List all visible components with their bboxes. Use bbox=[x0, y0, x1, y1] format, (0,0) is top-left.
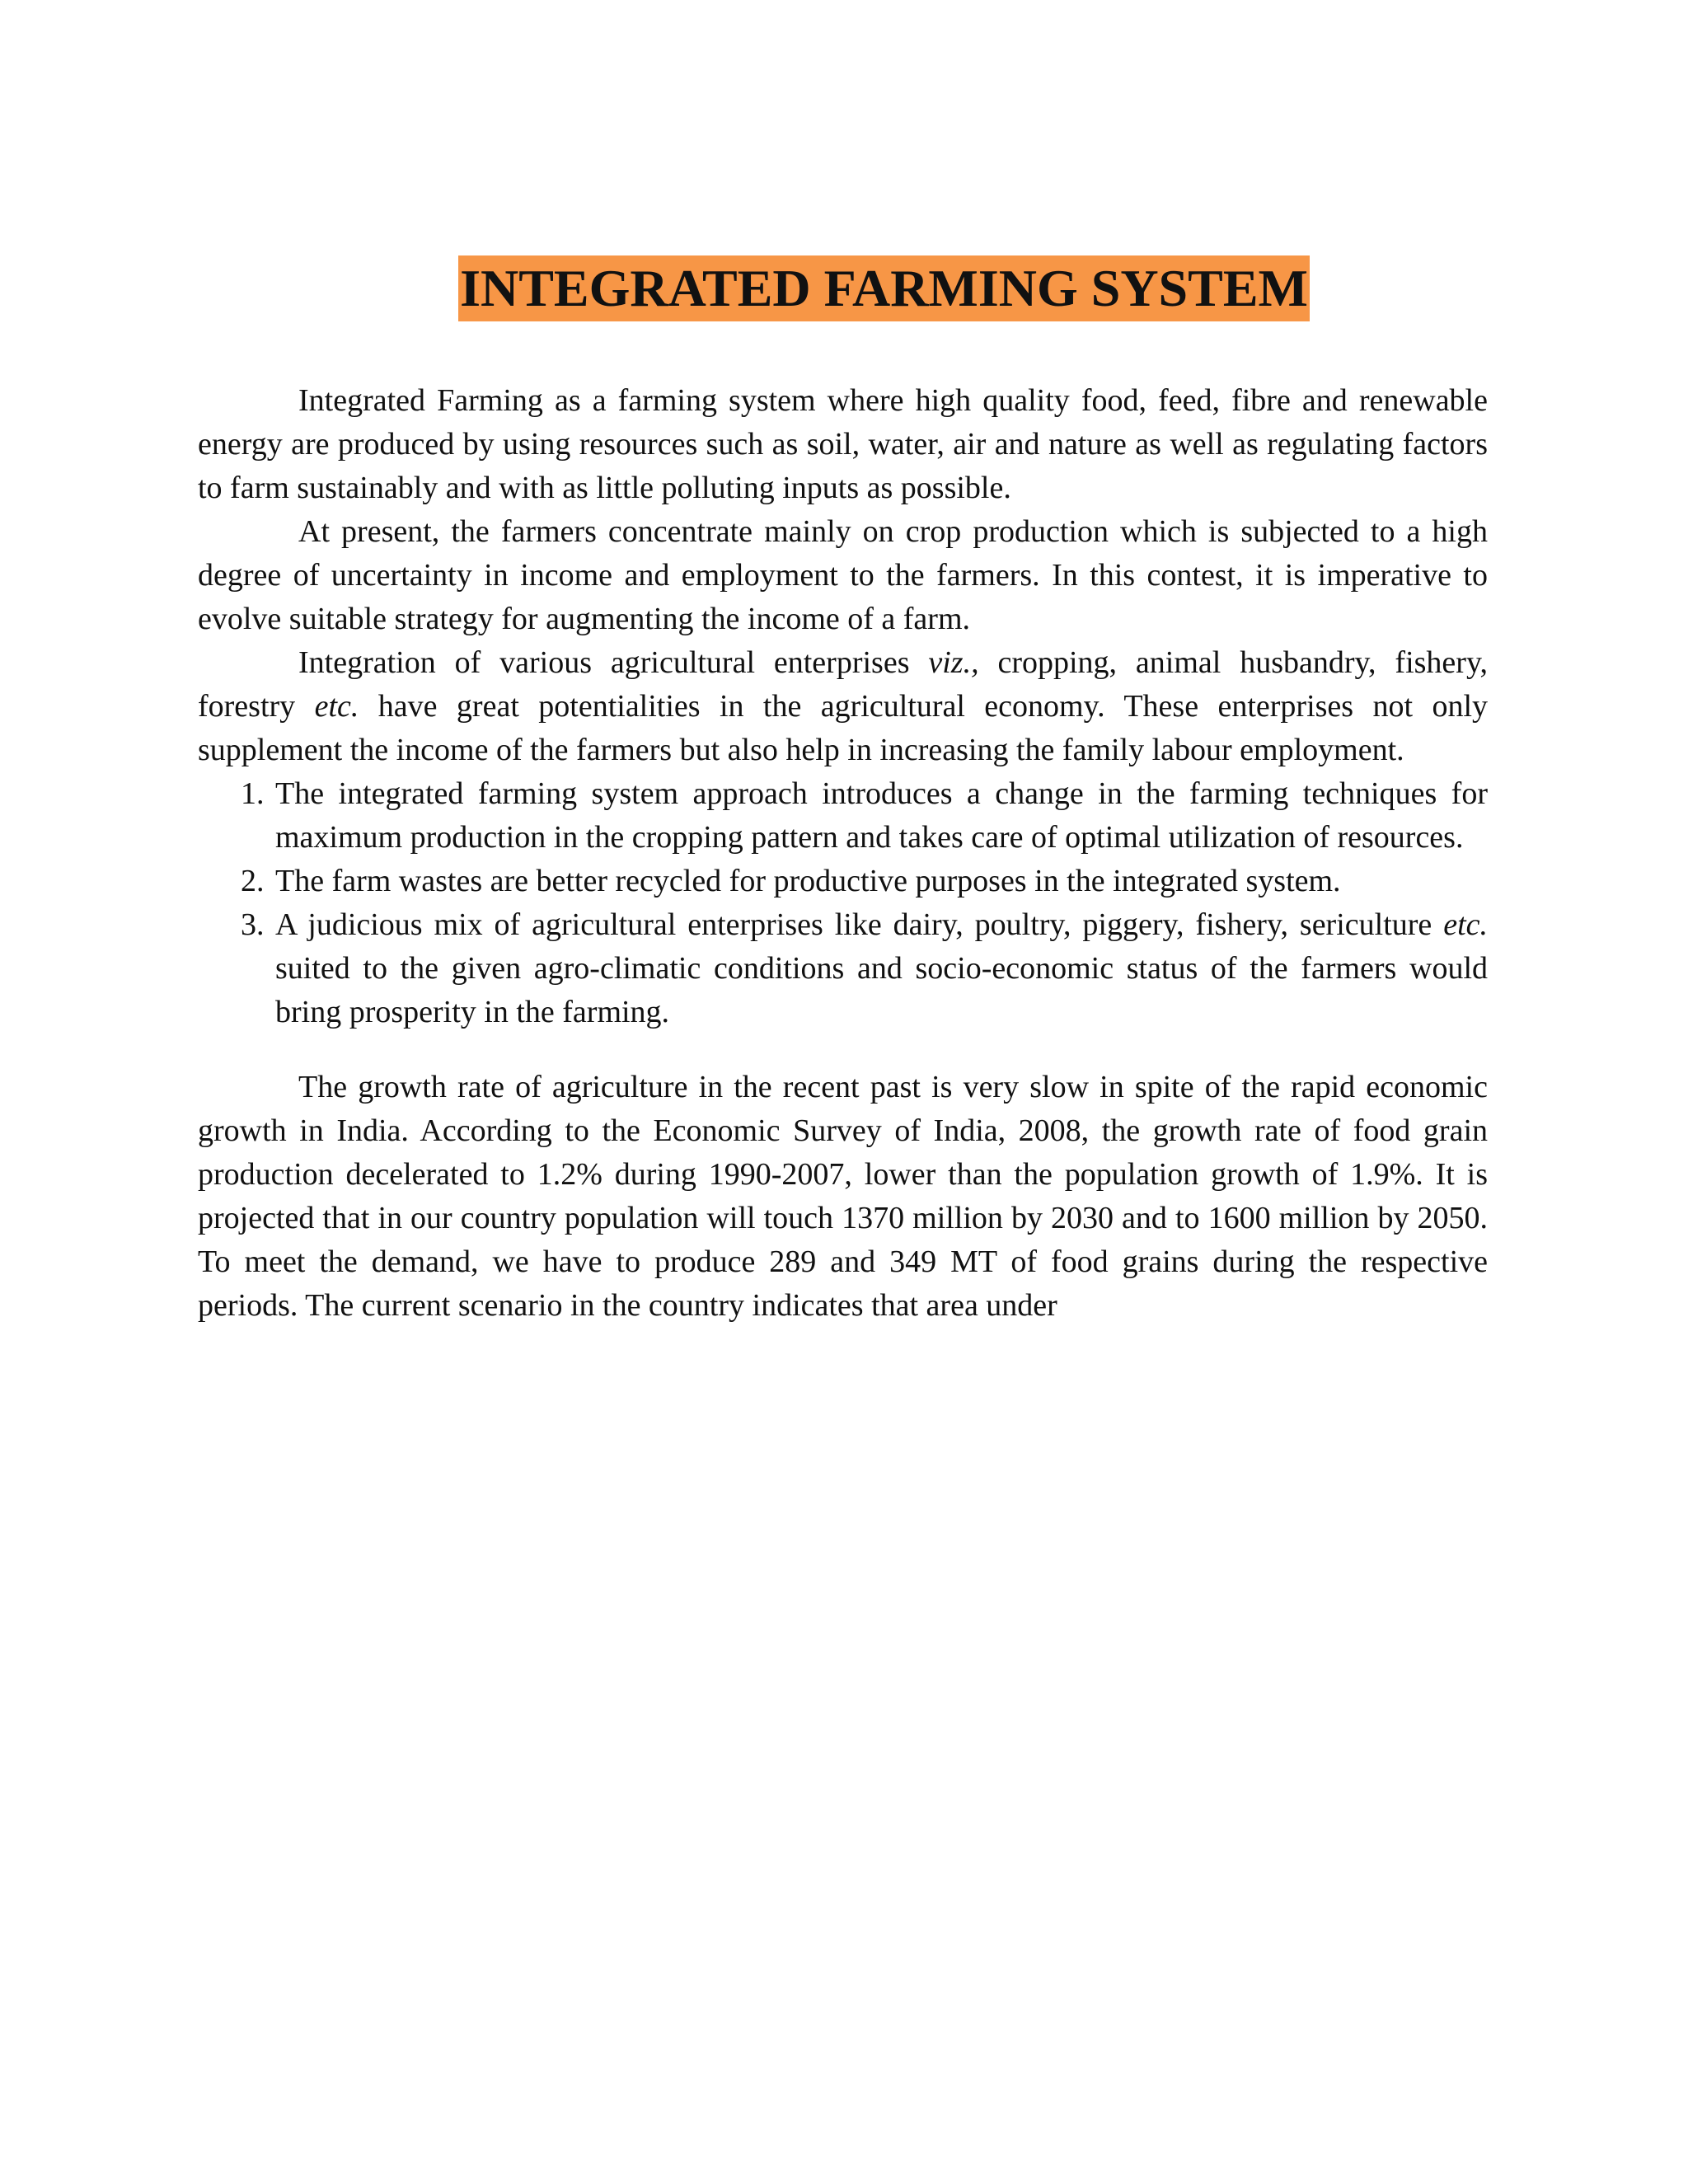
list-item: 2. The farm wastes are better recycled for productive purposes in the integrated system. bbox=[272, 860, 1488, 903]
paragraph-integration bbox=[198, 641, 1488, 772]
etc-italic: etc. bbox=[1443, 907, 1488, 942]
paragraph-definition: Integrated Farming as a farming system where high quality food, feed, fibre and renewable energy are produced by using resources such as soil, water, air and nature as well as regulating factors to farm sustainably and with as little polluting inputs as possible. bbox=[198, 383, 1488, 505]
benefits-list bbox=[198, 772, 1488, 1034]
paragraph-integration-text-c: have great potentialities in the agricultural economy. These enterprises not only supplement the income of the farmers but also help in increasing the family labour employment. bbox=[198, 689, 1488, 767]
title-container bbox=[198, 255, 1488, 321]
viz-italic: viz., bbox=[928, 645, 979, 680]
paragraph-integration-text-b: cropping, animal husbandry, fishery, forestry bbox=[198, 645, 1488, 724]
list-item: 1. The integrated farming system approach introduces a change in the farming techniques for maximum production in the cropping pattern and takes care of optimal utilization of resources. bbox=[272, 772, 1488, 860]
paragraph-integration-text-a: Integration of various agricultural enterprises bbox=[298, 645, 929, 680]
list-item bbox=[272, 903, 1488, 1034]
document-page bbox=[198, 255, 1488, 1328]
etc-italic: etc. bbox=[314, 689, 359, 724]
paragraph-growth-rate: The growth rate of agriculture in the recent past is very slow in spite of the rapid economic growth in India. According to the Economic Survey of India, 2008, the growth rate of food grain production decelerated to 1.2% during 1990-2007, lower than the population growth of 1.9%. It is projected that in our country population will touch 1370 million by 2030 and to 1600 million by 2050. To meet the demand, we have to produce 289 and 349 MT of food grains during the respective periods. The current scenario in the country indicates that area under bbox=[198, 1070, 1488, 1323]
document-title: INTEGRATED FARMING SYSTEM bbox=[458, 255, 1310, 321]
list-item-text-b: suited to the given agro-climatic conditions and socio-economic status of the farmers would bring prosperity in the farming. bbox=[275, 951, 1488, 1029]
paragraph-spacer bbox=[198, 1034, 1488, 1066]
paragraph-present-situation: At present, the farmers concentrate mainly on crop production which is subjected to a high degree of uncertainty in income and employment to the farmers. In this contest, it is imperative to evolve suitable strategy for augmenting the income of a farm. bbox=[198, 514, 1488, 636]
list-item-text-a: A judicious mix of agricultural enterprises like dairy, poultry, piggery, fishery, sericulture bbox=[275, 907, 1444, 942]
